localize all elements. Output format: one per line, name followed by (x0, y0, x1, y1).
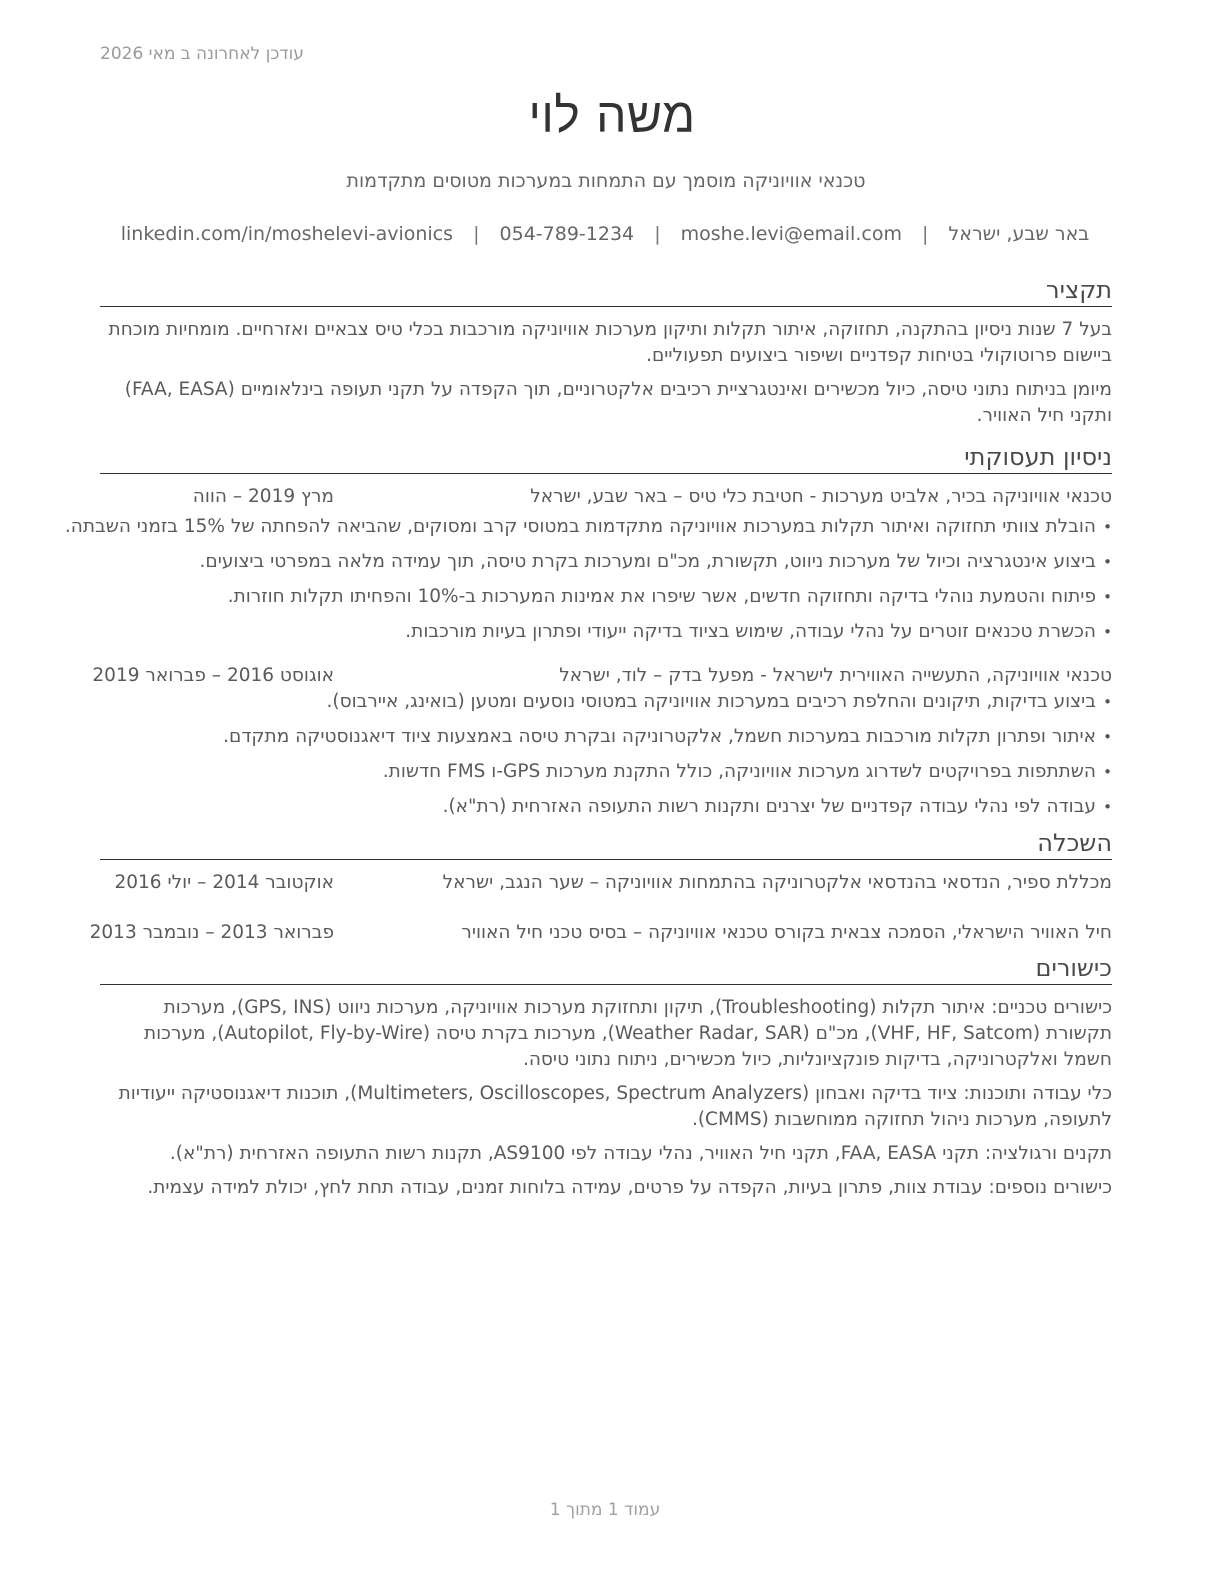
headline: טכנאי אוויוניקה מוסמך עם התמחות במערכות מטוסים מתקדמות (346, 170, 866, 192)
education-text: מכללת ספיר, הנדסאי בהנדסאי אלקטרוניקה בהתמחות אוויוניקה – שער הנגב, ישראל (442, 872, 1112, 893)
education-entry (100, 870, 1112, 896)
job-bullet: • השתתפות בפרויקטים לשדרוג מערכות אוויוניקה, כולל התקנת מערכות GPS-ו FMS חדשות. (100, 759, 1112, 785)
education-text: חיל האוויר הישראלי, הסמכה צבאית בקורס טכנאי אוויוניקה – בסיס טכני חיל האוויר (461, 922, 1112, 943)
education-entry (89, 920, 1112, 946)
contact-separator: | (654, 223, 661, 245)
section-title-summary: תקציר (100, 276, 1112, 307)
summary-paragraph: מיומן בניתוח נתוני טיסה, כיול מכשירים ואינטגרציית רכיבים אלקטרוניים, תוך הקפדה על תקני תעופה בינלאומיים (FAA, EASA) ותקני חיל האוויר. (124, 379, 1112, 426)
job-bullet: • הכשרת טכנאים זוטרים על נהלי עבודה, שימוש בציוד בדיקה ייעודי ופתרון בעיות מורכבות. (100, 619, 1112, 645)
contact-separator: | (473, 223, 480, 245)
skills-paragraph: כישורים נוספים: עבודת צוות, פתרון בעיות, הקפדה על פרטים, עמידה בלוחות זמנים, עבודה תחת לחץ, יכולת למידה עצמית. (147, 1177, 1112, 1198)
job-dates: אוגוסט 2016 – פברואר 2019 (92, 665, 334, 686)
job-bullets (100, 689, 1112, 820)
skills-paragraph: תקנים ורגולציה: תקני FAA, EASA, תקני חיל האוויר, נהלי עבודה לפי AS9100, תקנות רשות התעופה האזרחית (רת"א). (169, 1143, 1112, 1164)
job-bullets (64, 514, 1112, 645)
resume-body (64, 276, 1112, 1209)
contact-location: באר שבע, ישראל (948, 223, 1090, 245)
summary-paragraph: בעל 7 שנות ניסיון בהתקנה, תחזוקה, איתור תקלות ותיקון מערכות אוויוניקה מורכבות בכלי טיס צבאיים ואזרחיים. מומחיות מוכחת ביישום פרוטוקולי בטיחות קפדניים ושיפור ביצועים תפעוליים. (108, 319, 1112, 366)
section-title-experience: ניסיון תעסוקתי (100, 443, 1112, 474)
skills-section (100, 954, 1112, 1201)
experience-section (64, 443, 1112, 820)
job-bullet: • עבודה לפי נהלי עבודה קפדניים של יצרנים ותקנות רשות התעופה האזרחית (רת"א). (100, 794, 1112, 820)
education-dates: פברואר 2013 – נובמבר 2013 (89, 922, 334, 943)
contact-line (0, 223, 1210, 245)
job-bullet: • הובלת צוותי תחזוקה ואיתור תקלות במערכות אוויוניקה מתקדמות במטוסי קרב ומסוקים, שהביאה להפחתה של 15% בזמני השבתה. (100, 514, 1112, 540)
skills-paragraph: כלי עבודה ותוכנות: ציוד בדיקה ואבחון (Multimeters, Oscilloscopes, Spectrum Analyzers), תוכנות דיאגנוסטיקה ייעודיות לתעופה, מערכות ניהול תחזוקה ממוחשבות (CMMS). (118, 1083, 1112, 1130)
job-heading-row (92, 663, 1112, 689)
job-title: טכנאי אוויוניקה בכיר, אלביט מערכות - חטיבת כלי טיס – באר שבע, ישראל (530, 486, 1112, 507)
education-dates: אוקטובר 2014 – יולי 2016 (114, 872, 334, 893)
summary-section (100, 276, 1112, 429)
contact-email[interactable]: moshe.levi@email.com (680, 223, 902, 245)
skills-paragraph: כישורים טכניים: איתור תקלות (Troubleshooting), תיקון ותחזוקת מערכות אוויוניקה, מערכות ניווט (GPS, INS), מערכות תקשורת (VHF, HF, Satcom), מכ"ם (Weather Radar, SAR), מערכות בקרת טיסה (Autopilot, Fly-by-Wire), מערכות חשמל ואלקטרוניקה, בדיקות פונקציונליות, כיול מכשירים, ניתוח נתוני טיסה. (143, 997, 1112, 1070)
job-heading-row (100, 484, 1112, 510)
job-dates: מרץ 2019 – הווה (192, 486, 334, 507)
contact-separator: | (922, 223, 929, 245)
job-title: טכנאי אוויוניקה, התעשייה האווירית לישראל - מפעל בדק – לוד, ישראל (559, 665, 1112, 686)
job-entry (92, 663, 1112, 820)
section-title-skills: כישורים (100, 954, 1112, 985)
section-title-education: השכלה (100, 829, 1112, 860)
candidate-name: משה לוי (528, 88, 696, 144)
job-bullet: • ביצוע אינטגרציה וכיול של מערכות ניווט, תקשורת, מכ"ם ומערכות בקרת טיסה, תוך עמידה מלאה במפרטי ביצועים. (100, 549, 1112, 575)
last-updated-note: עודכן לאחרונה ב מאי 2026 (100, 44, 304, 64)
job-entry (64, 484, 1112, 645)
job-bullet: • פיתוח והטמעת נוהלי בדיקה ותחזוקה חדשים, אשר שיפרו את אמינות המערכות ב-10% והפחיתו תקלות חוזרות. (100, 584, 1112, 610)
page-number: עמוד 1 מתוך 1 (549, 1500, 661, 1520)
education-section (89, 829, 1112, 946)
contact-linkedin[interactable]: linkedin.com/in/moshelevi-avionics (120, 223, 454, 245)
job-bullet: • איתור ופתרון תקלות מורכבות במערכות חשמל, אלקטרוניקה ובקרת טיסה באמצעות ציוד דיאגנוסטיקה מתקדם. (100, 724, 1112, 750)
contact-phone[interactable]: 054-789-1234 (499, 223, 635, 245)
job-bullet: • ביצוע בדיקות, תיקונים והחלפת רכיבים במערכות אוויוניקה במטוסי נוסעים ומטען (בואינג, איירבוס). (100, 689, 1112, 715)
